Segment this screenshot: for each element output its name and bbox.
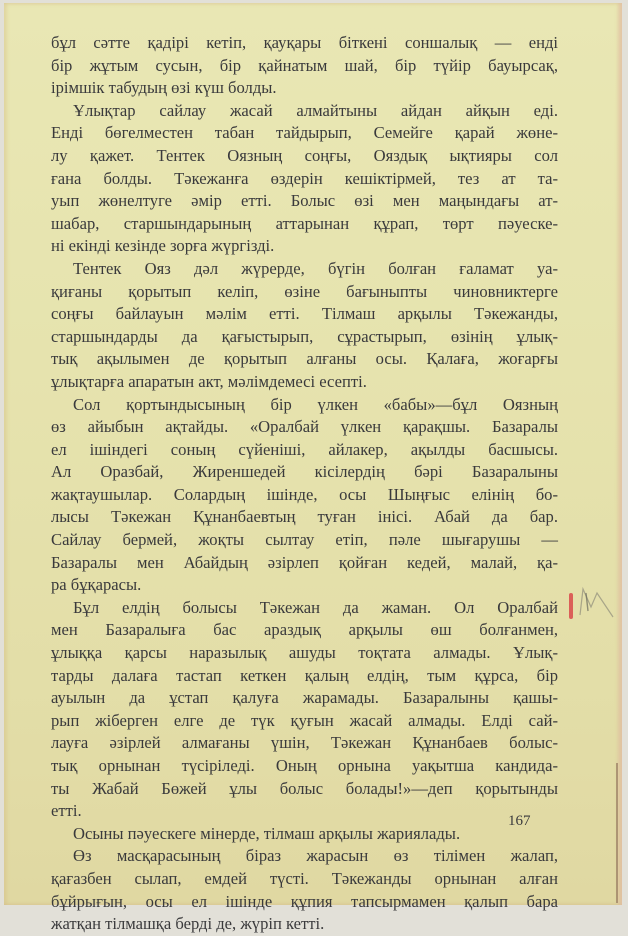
text-line: жақтаушылар. Солардың ішінде, осы Шыңғыс елінің бо- <box>51 484 558 504</box>
text-line: тық ақылымен де қорытып алғаны осы. Қалаға, жоғарғы <box>51 349 558 369</box>
text-line: уып жөнелтуге әмір етті. Болыс өзі мен маңындағы ат- <box>51 191 558 211</box>
text-line: етті. <box>51 801 82 821</box>
text-line: бір жұтым сусын, бір қайнатым шай, бір түйір бауырсақ, <box>51 55 558 75</box>
text-line: ұлыққа қарсы наразылық ашуды тоқтата алмады. Ұлық- <box>51 643 558 663</box>
text-line: Базаралы мен Абайдың әзірлеп қойған кедей, малай, қа- <box>51 552 558 572</box>
text-line: бұйрығын, осы ел ішінде құпия тапсырмамен қалып бара <box>51 891 558 911</box>
text-line: лу қажет. Тентек Оязның соңғы, Ояздық ықтияры сол <box>51 145 558 165</box>
text-line: Ал Оразбай, Жиреншедей кісілердің бәрі Базаралыны <box>51 462 558 482</box>
paragraph <box>51 32 558 100</box>
text-line: Бұл елдің болысы Тәкежан да жаман. Ол Оралбай <box>73 597 558 617</box>
text-line: Сол қортындысының бір үлкен «бабы»—бұл Оязның <box>73 394 558 414</box>
text-line: Енді бөгелместен табан тайдырып, Семейге қарай жөне- <box>51 123 558 143</box>
text-line: ты Жабай Бөжей ұлы болыс болады!»—деп қорытынды <box>51 778 558 798</box>
paragraph <box>51 597 558 823</box>
text-line: жатқан тілмашқа берді де, жүріп кетті. <box>51 914 325 934</box>
text-line: өз айыбын ақтайды. «Оралбай үлкен қарақшы. Базаралы <box>51 417 558 437</box>
text-line: тарды далаға тастап кеткен қалың елдің, тым құрса, бір <box>51 665 558 685</box>
text-line: лауға әзірлей алмағаны үшін, Тәкежан Құнанбаев болыс- <box>51 733 558 753</box>
text-line: мен Базаралыға бас араздық арқылы өш болғанмен, <box>51 620 558 640</box>
text-line: ірімшік табудың өзі күш болды. <box>51 78 277 98</box>
text-line: қағазбен сылап, емдей түсті. Тәкежанды орнынан алған <box>51 868 558 888</box>
paragraph <box>51 394 558 597</box>
text-line: ғана болды. Тәкежанға өздерін кешіктірмей, тез ат та- <box>51 168 558 188</box>
text-line: бұл сәтте қадірі кетіп, қауқары біткені соншалық — енді <box>51 33 558 52</box>
paragraph <box>51 258 558 394</box>
body-text <box>51 32 558 936</box>
handwritten-m-pencil-mark <box>577 583 617 623</box>
text-line: Өз масқарасының біраз жарасын өз тілімен жалап, <box>73 846 558 866</box>
paragraph <box>51 845 558 935</box>
text-line: шабар, старшындарының аттарынан құрап, төрт пәуеске- <box>51 213 558 233</box>
text-line: ел ішіндегі соның сүйеніші, айлакер, ақылды басшысы. <box>51 439 558 459</box>
red-pencil-margin-mark <box>569 593 573 619</box>
text-line: старшындарды да қағыстырып, сұрастырып, өзінің ұлық- <box>51 326 558 346</box>
text-line: ұлықтарға апаратын акт, мәлімдемесі есепті. <box>51 371 367 391</box>
text-line: қиғаны қорытып келіп, өзіне бағыныпты чиновниктерге <box>51 281 558 301</box>
text-line: Ұлықтар сайлау жасай алмайтыны айдан айқын еді. <box>73 100 558 120</box>
text-line: тық орнынан түсіріледі. Оның орнына уақытша кандида- <box>51 756 558 775</box>
text-line: рып жіберген елге де түк қуғын жасай алмады. Елді сай- <box>51 710 558 730</box>
text-line: ауылын да ұстап қалуға жарамады. Базаралыны қашы- <box>51 688 558 708</box>
paragraph <box>51 100 558 258</box>
text-line: лысы Тәкежан Құнанбаевтың туған інісі. Абай да бар. <box>51 507 558 527</box>
text-line: Тентек Ояз дәл жүрерде, бүгін болған ғаламат уа- <box>73 258 558 278</box>
book-page <box>4 3 622 934</box>
text-line: ні екінді кезінде зорға жүргізді. <box>51 236 275 256</box>
paragraph <box>51 823 558 846</box>
text-line: соңғы байлауын мәлім етті. Тілмаш арқылы Тәкежанды, <box>51 304 558 324</box>
page-edge-line <box>616 763 618 903</box>
page-number: 167 <box>508 813 531 829</box>
text-line: ра бұқарасы. <box>51 575 142 595</box>
text-line: Осыны пәуескеге мінерде, тілмаш арқылы жариялады. <box>73 823 461 843</box>
text-line: Сайлау бермей, жоқты сылтау етіп, пәле шығарушы — <box>51 530 558 550</box>
